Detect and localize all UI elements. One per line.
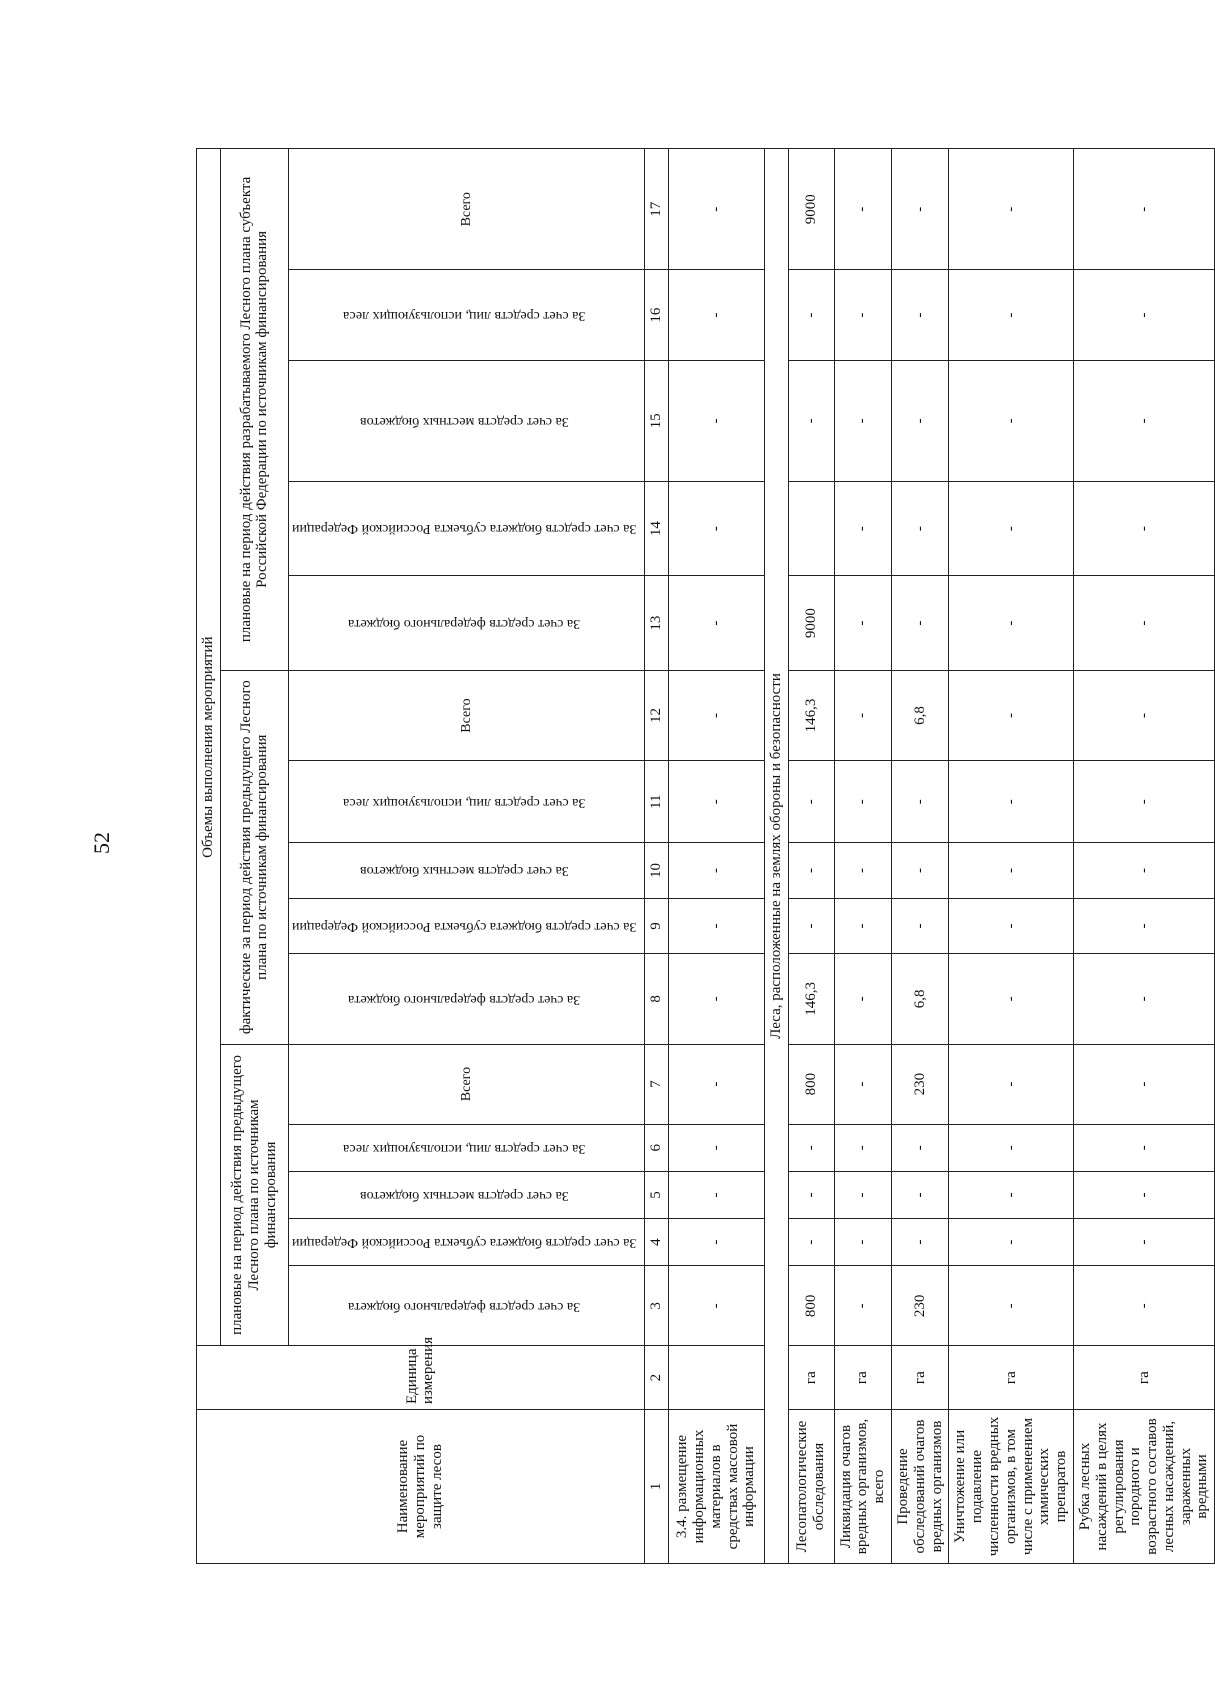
row-name: Уничтожение или подавление численности вредных организмов, в том числе с применением химических препаратов (949, 1410, 1074, 1564)
header-source-src-local (288, 1171, 644, 1218)
table-cell: - (949, 670, 1074, 760)
header-source-src-subject (288, 898, 644, 953)
header-name: Наименование мероприятий по защите лесов (197, 1410, 645, 1564)
table-row (891, 149, 948, 1564)
header-source-total (288, 670, 644, 760)
table-cell: - (1073, 481, 1214, 575)
table-cell: - (788, 270, 834, 360)
header-source-label: За счет средств бюджета субъекта Российской Федерации (291, 1235, 637, 1250)
header-source-src-users (288, 761, 644, 843)
header-source-label: За счет средств бюджета субъекта Российской Федерации (291, 918, 637, 934)
column-number: 10 (644, 843, 668, 898)
table-cell: - (668, 360, 764, 481)
header-source-src-subject (288, 1219, 644, 1266)
table-cell: - (949, 898, 1074, 953)
header-group-actual-previous: фактические за период действия предыдущего Лесного плана по источникам финансирования (220, 670, 288, 1044)
table-cell: - (668, 954, 764, 1044)
table-cell: - (891, 898, 948, 953)
table-cell: - (788, 1171, 834, 1218)
table-cell: - (1073, 954, 1214, 1044)
table-cell: - (949, 761, 1074, 843)
header-source-src-federal (288, 1266, 644, 1346)
table-cell: 146,3 (788, 954, 834, 1044)
header-source-label: Всего (458, 698, 474, 733)
header-source-total (288, 1044, 644, 1124)
row-unit: га (1073, 1346, 1214, 1410)
table-cell: - (834, 1044, 891, 1124)
table-cell: - (834, 898, 891, 953)
table-cell: - (668, 843, 764, 898)
table-cell: - (1073, 360, 1214, 481)
table-cell: - (1073, 270, 1214, 360)
table-cell: - (834, 576, 891, 670)
table-cell: - (949, 1171, 1074, 1218)
header-unit: Единица измерения (197, 1346, 645, 1410)
table-cell: 230 (891, 1266, 948, 1346)
row-name: Рубка лесных насаждений в целях регулирования породного и возрастного составов лесных насаждений, зараженных вредными (1073, 1410, 1214, 1564)
row-unit (668, 1346, 764, 1410)
header-source-src-local (288, 843, 644, 898)
table-cell: - (668, 149, 764, 270)
table-cell: - (834, 954, 891, 1044)
table-cell: - (949, 360, 1074, 481)
table-cell: - (891, 1219, 948, 1266)
header-source-label: За счет средств лиц, использующих леса (342, 1140, 586, 1156)
table-cell: - (668, 1044, 764, 1124)
table-cell: - (788, 360, 834, 481)
header-source-src-federal (288, 576, 644, 670)
table-cell: - (891, 270, 948, 360)
table-row (949, 149, 1074, 1564)
table-cell: - (1073, 1219, 1214, 1266)
table-cell: 6,8 (891, 670, 948, 760)
section-row (764, 149, 788, 1564)
table-cell: - (1073, 843, 1214, 898)
column-number: 6 (644, 1124, 668, 1171)
table-cell: - (788, 761, 834, 843)
table-cell: - (668, 1219, 764, 1266)
header-source-label: За счет средств местных бюджетов (359, 863, 569, 879)
table-cell: 800 (788, 1266, 834, 1346)
table-cell: - (1073, 149, 1214, 270)
column-number: 1 (644, 1410, 668, 1564)
page-number: 52 (89, 832, 114, 854)
table-cell: - (668, 1266, 764, 1346)
column-number: 2 (644, 1346, 668, 1410)
header-source-label: Всего (458, 1066, 474, 1102)
row-name: Лесопатологические обследования (788, 1410, 834, 1564)
row-unit: га (949, 1346, 1074, 1410)
table-cell: 230 (891, 1044, 948, 1124)
row-name: Ликвидация очагов вредных организмов, всего (834, 1410, 891, 1564)
table-cell: - (834, 1124, 891, 1171)
header-source-src-users (288, 270, 644, 360)
column-number: 15 (644, 360, 668, 481)
table-cell: - (1073, 1044, 1214, 1124)
rotated-table-container (196, 148, 1211, 1564)
table-cell: - (834, 1266, 891, 1346)
header-source-label: За счет средств бюджета субъекта Российской Федерации (291, 521, 637, 537)
table-cell: - (1073, 761, 1214, 843)
row-unit: га (891, 1346, 948, 1410)
table-cell: - (949, 954, 1074, 1044)
table-cell: - (949, 149, 1074, 270)
table-cell: - (1073, 1124, 1214, 1171)
table-cell: - (949, 481, 1074, 575)
table-cell: - (1073, 576, 1214, 670)
column-number: 16 (644, 270, 668, 360)
table-row (834, 149, 891, 1564)
table-cell: - (949, 1044, 1074, 1124)
table-cell: - (891, 360, 948, 481)
table-cell: - (668, 270, 764, 360)
row-name: Проведение обследований очагов вредных организмов (891, 1410, 948, 1564)
header-source-label: Всего (458, 192, 474, 227)
table-cell: 6,8 (891, 954, 948, 1044)
header-source-src-users (288, 1124, 644, 1171)
header-source-label: За счет средств федерального бюджета (347, 1298, 581, 1314)
table-cell: - (788, 1219, 834, 1266)
column-number: 7 (644, 1044, 668, 1124)
table-cell: - (668, 1171, 764, 1218)
table-cell: - (949, 1266, 1074, 1346)
table-cell: - (668, 761, 764, 843)
header-source-label: За счет средств местных бюджетов (359, 1187, 569, 1203)
section-title: Леса, расположенные на землях обороны и безопасности (764, 149, 788, 1564)
table-cell: - (1073, 670, 1214, 760)
header-group-planned-previous: плановые на период действия предыдущего Лесного плана по источникам финансирования (220, 1044, 288, 1346)
table-cell: - (891, 149, 948, 270)
table-row (1073, 149, 1214, 1564)
table-cell: - (788, 1124, 834, 1171)
table-cell: - (891, 576, 948, 670)
table-cell: - (949, 1219, 1074, 1266)
table-cell: - (668, 670, 764, 760)
header-source-src-federal (288, 954, 644, 1044)
column-number: 13 (644, 576, 668, 670)
table-cell: - (788, 898, 834, 953)
row-name: 3.4. размещение информационных материалов в средствах массовой информации (668, 1410, 764, 1564)
column-number: 11 (644, 761, 668, 843)
table-cell: - (1073, 1266, 1214, 1346)
table-row (788, 149, 834, 1564)
header-source-total (288, 149, 644, 270)
row-unit: га (834, 1346, 891, 1410)
row-unit: га (788, 1346, 834, 1410)
table-cell: - (834, 1171, 891, 1218)
header-source-label: За счет средств местных бюджетов (359, 413, 569, 429)
table-cell: - (891, 843, 948, 898)
column-number: 17 (644, 149, 668, 270)
table-cell: - (834, 761, 891, 843)
column-number: 5 (644, 1171, 668, 1218)
table-cell: - (834, 843, 891, 898)
column-number: 9 (644, 898, 668, 953)
table-cell: 800 (788, 1044, 834, 1124)
column-number: 3 (644, 1266, 668, 1346)
table-cell: - (668, 898, 764, 953)
table-cell: - (834, 1219, 891, 1266)
column-number: 12 (644, 670, 668, 760)
table-cell: - (949, 576, 1074, 670)
header-source-label: За счет средств лиц, использующих леса (342, 307, 586, 323)
table-row (668, 149, 764, 1564)
header-source-label: За счет средств лиц, использующих леса (342, 794, 586, 810)
header-source-label: За счет средств федерального бюджета (347, 615, 581, 631)
column-number: 4 (644, 1219, 668, 1266)
table-cell (788, 481, 834, 575)
table-cell: - (834, 149, 891, 270)
table-cell: - (949, 843, 1074, 898)
column-number: 14 (644, 481, 668, 575)
table-cell: - (1073, 1171, 1214, 1218)
table-cell: - (788, 843, 834, 898)
table-cell: - (1073, 898, 1214, 953)
table-cell: - (834, 481, 891, 575)
table-cell: - (668, 576, 764, 670)
header-source-src-subject (288, 481, 644, 575)
table-cell: - (949, 270, 1074, 360)
table-cell: - (891, 1124, 948, 1171)
table-cell: - (668, 481, 764, 575)
header-source-src-local (288, 360, 644, 481)
table-cell: 9000 (788, 149, 834, 270)
forest-protection-table (196, 148, 1215, 1564)
table-cell: - (668, 1124, 764, 1171)
table-cell: 9000 (788, 576, 834, 670)
header-volumes: Объемы выполнения мероприятий (197, 149, 221, 1346)
table-cell: - (834, 270, 891, 360)
header-group-planned-new: плановые на период действия разрабатываемого Лесного плана субъекта Российской Федерации по источникам финансирования (220, 149, 288, 671)
table-cell: - (891, 481, 948, 575)
header-source-label: За счет средств федерального бюджета (347, 991, 581, 1007)
table-cell: 146,3 (788, 670, 834, 760)
table-cell: - (949, 1124, 1074, 1171)
table-cell: - (891, 1171, 948, 1218)
table-cell: - (834, 670, 891, 760)
table-cell: - (891, 761, 948, 843)
table-cell: - (834, 360, 891, 481)
column-number: 8 (644, 954, 668, 1044)
